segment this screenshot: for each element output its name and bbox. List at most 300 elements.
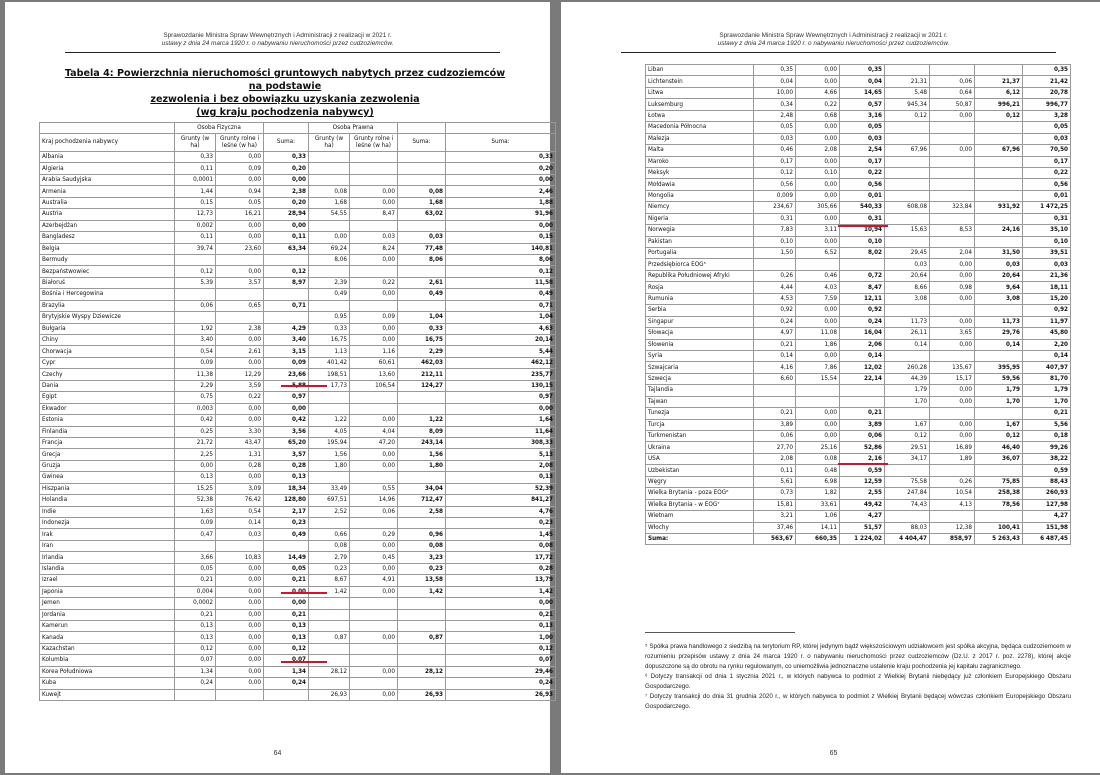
value-cell: 44,39 (885, 373, 930, 384)
value-cell: 0,56 (1023, 179, 1071, 190)
title-line-1: Tabela 4: Powierzchnia nieruchomości gruntowych nabytych przez cudzoziemców na podstawie (64, 68, 506, 92)
value-cell: 0,07 (175, 655, 216, 666)
table-row (40, 506, 556, 517)
value-cell: 12,38 (930, 522, 975, 533)
value-cell: 4,97 (754, 328, 796, 339)
country-cell: Łotwa (646, 110, 754, 121)
value-cell: 0,59 (1023, 465, 1071, 476)
table-row (40, 620, 556, 631)
value-cell: 23,66 (264, 369, 309, 380)
value-cell (350, 220, 398, 231)
footnote-7: ⁷ Dotyczy transakcji do dnia 31 grudnia 2020 r., w których nabywca to podmiot z Wielkiej Brytanii będącej wówczas członkiem Europejskiego Obszaru Gospodarczego. (645, 693, 1071, 710)
country-cell: Islandia (40, 563, 175, 574)
sum-value: 6 487,45 (1023, 533, 1071, 544)
country-cell: Bułgaria (40, 323, 175, 334)
value-cell: 0,00 (350, 323, 398, 334)
value-cell (175, 312, 216, 323)
value-cell: 1,70 (885, 396, 930, 407)
value-cell: 0,12 (754, 167, 796, 178)
value-cell: 0,00 (216, 609, 264, 620)
value-cell: 0,13 (175, 620, 216, 631)
value-cell: 0,12 (264, 643, 309, 654)
value-cell: 0,48 (796, 465, 840, 476)
value-cell (350, 620, 398, 631)
sum-value: 858,97 (930, 533, 975, 544)
country-cell: Finlandia (40, 426, 175, 437)
country-cell: Bezpaństwowiec (40, 266, 175, 277)
country-cell: Maroko (646, 156, 754, 167)
value-cell: 0,21 (264, 609, 309, 620)
value-cell: 0,42 (264, 415, 309, 426)
country-cell: Turcja (646, 419, 754, 430)
table-row (646, 179, 1071, 190)
value-cell (398, 152, 446, 163)
footnotes (645, 642, 1071, 712)
header-rule (621, 52, 1056, 53)
value-cell: 16,89 (930, 442, 975, 453)
value-cell (309, 472, 350, 483)
value-cell (216, 254, 264, 265)
value-cell: 0,00 (350, 666, 398, 677)
country-cell: Cypr (40, 357, 175, 368)
value-cell: 0,00 (796, 305, 840, 316)
value-cell: 0,00 (930, 270, 975, 281)
value-cell (350, 598, 398, 609)
value-cell: 45,80 (1023, 328, 1071, 339)
value-cell: 0,22 (840, 167, 885, 178)
value-cell: 16,04 (840, 328, 885, 339)
value-cell: 0,20 (446, 163, 556, 174)
value-cell: 0,11 (264, 232, 309, 243)
country-cell: Liban (646, 65, 754, 76)
value-cell: 0,03 (975, 259, 1023, 270)
value-cell: 25,16 (796, 442, 840, 453)
value-cell (930, 122, 975, 133)
value-cell: 2,58 (398, 506, 446, 517)
table-row (40, 174, 556, 185)
value-cell: 1 472,25 (1023, 202, 1071, 213)
country-cell: Rosja (646, 282, 754, 293)
value-cell: 4,04 (350, 426, 398, 437)
value-cell: 0,00 (216, 598, 264, 609)
value-cell: 0,33 (309, 323, 350, 334)
value-cell (350, 300, 398, 311)
value-cell: 100,41 (975, 522, 1023, 533)
value-cell: 0,00 (350, 186, 398, 197)
country-cell: Singapur (646, 316, 754, 327)
table-row (646, 190, 1071, 201)
value-cell (885, 350, 930, 361)
country-cell: Hiszpania (40, 483, 175, 494)
value-cell: 5,56 (1023, 419, 1071, 430)
value-cell: 3,66 (175, 552, 216, 563)
value-cell: 20,64 (885, 270, 930, 281)
value-cell: 0,92 (1023, 305, 1071, 316)
sum-label: Suma: (646, 533, 754, 544)
sum-value: 4 404,47 (885, 533, 930, 544)
value-cell: 0,10 (840, 236, 885, 247)
value-cell: 59,56 (975, 373, 1023, 384)
value-cell: 0,64 (930, 87, 975, 98)
value-cell: 0,31 (1023, 213, 1071, 224)
value-cell: 0,05 (840, 122, 885, 133)
value-cell (398, 655, 446, 666)
value-cell: 12,02 (840, 362, 885, 373)
header-line-2: ustawy z dnia 24 marca 1920 r. o nabywaniu nieruchomości przez cudzoziemców. (717, 40, 950, 47)
value-cell: 0,03 (1023, 259, 1071, 270)
value-cell (350, 403, 398, 414)
table-row (40, 575, 556, 586)
value-cell: 0,00 (930, 316, 975, 327)
country-cell: Litwa (646, 87, 754, 98)
table-row (40, 540, 556, 551)
table-row (646, 270, 1071, 281)
country-cell: Gwinea (40, 472, 175, 483)
table-row (40, 220, 556, 231)
value-cell: 0,95 (309, 312, 350, 323)
value-cell (264, 540, 309, 551)
country-cell: Węgry (646, 476, 754, 487)
value-cell: 0,12 (175, 266, 216, 277)
value-cell: 1,22 (398, 415, 446, 426)
country-cell: Kuba (40, 678, 175, 689)
value-cell: 21,37 (975, 76, 1023, 87)
value-cell: 15,54 (796, 373, 840, 384)
value-cell: 0,68 (796, 110, 840, 121)
value-cell: 39,51 (1023, 248, 1071, 259)
table-row (646, 396, 1071, 407)
value-cell: 0,08 (309, 540, 350, 551)
value-cell: 65,20 (264, 437, 309, 448)
value-cell: 0,13 (264, 620, 309, 631)
value-cell (350, 266, 398, 277)
value-cell: 401,42 (309, 357, 350, 368)
value-cell: 1,79 (885, 385, 930, 396)
table-row (40, 449, 556, 460)
value-cell: 0,00 (350, 632, 398, 643)
value-cell: 1,67 (975, 419, 1023, 430)
value-cell: 996,21 (975, 99, 1023, 110)
value-cell: 1,89 (930, 453, 975, 464)
country-cell: USA (646, 453, 754, 464)
value-cell: 60,61 (350, 357, 398, 368)
table-row (40, 289, 556, 300)
country-cell: Bośnia i Hercegowina (40, 289, 175, 300)
value-cell: 1,92 (175, 323, 216, 334)
country-cell: Macedonia Północna (646, 122, 754, 133)
header-sum: Suma: (264, 134, 309, 152)
value-cell: 0,66 (309, 529, 350, 540)
value-cell: 8,06 (446, 254, 556, 265)
table-row (40, 369, 556, 380)
value-cell (350, 518, 398, 529)
value-cell: 0,08 (398, 540, 446, 551)
table-row (646, 465, 1071, 476)
value-cell (350, 609, 398, 620)
header-rule (65, 52, 500, 53)
value-cell: 0,11 (175, 232, 216, 243)
value-cell: 38,22 (1023, 453, 1071, 464)
value-cell (840, 385, 885, 396)
table-row (40, 552, 556, 563)
value-cell: 2,06 (840, 339, 885, 350)
country-cell: Kazachstan (40, 643, 175, 654)
value-cell: 28,12 (309, 666, 350, 677)
header-line-1: Sprawozdanie Ministra Spraw Wewnętrznych i Administracji z realizacji w 2021 r. (163, 32, 392, 39)
value-cell: 0,28 (216, 460, 264, 471)
value-cell: 15,17 (930, 373, 975, 384)
country-cell: Tajlandia (646, 385, 754, 396)
value-cell: 0,33 (264, 152, 309, 163)
table-row (40, 209, 556, 220)
value-cell: 28,12 (398, 666, 446, 677)
value-cell: 1,50 (754, 248, 796, 259)
value-cell: 1,31 (216, 449, 264, 460)
value-cell: 29,51 (885, 442, 930, 453)
table-row (646, 213, 1071, 224)
highlight-underline-francja (281, 592, 327, 594)
value-cell: 8,47 (350, 209, 398, 220)
value-cell (930, 350, 975, 361)
table-row (646, 385, 1071, 396)
value-cell: 3,57 (216, 277, 264, 288)
value-cell: 407,97 (1023, 362, 1071, 373)
value-cell: 0,14 (840, 350, 885, 361)
value-cell: 0,56 (840, 179, 885, 190)
value-cell: 12,59 (840, 476, 885, 487)
value-cell: 0,33 (175, 152, 216, 163)
table-row (40, 678, 556, 689)
value-cell: 1,45 (446, 529, 556, 540)
value-cell: 0,42 (175, 415, 216, 426)
value-cell: 0,94 (216, 186, 264, 197)
value-cell (885, 213, 930, 224)
country-cell: Holandia (40, 495, 175, 506)
header-total: Suma: (446, 134, 556, 152)
value-cell (930, 305, 975, 316)
value-cell: 0,12 (975, 110, 1023, 121)
value-cell: 4,05 (309, 426, 350, 437)
value-cell: 0,96 (398, 529, 446, 540)
country-cell: Luksemburg (646, 99, 754, 110)
table-row (646, 65, 1071, 76)
value-cell: 2,55 (840, 488, 885, 499)
value-cell: 91,96 (446, 209, 556, 220)
value-cell (930, 65, 975, 76)
value-cell: 0,09 (264, 357, 309, 368)
country-cell: Ekwador (40, 403, 175, 414)
value-cell: 2,38 (216, 323, 264, 334)
country-cell: Brazylia (40, 300, 175, 311)
value-cell: 0,00 (796, 213, 840, 224)
country-cell: Kanada (40, 632, 175, 643)
value-cell: 1,16 (350, 346, 398, 357)
value-cell: 0,23 (264, 518, 309, 529)
value-cell: 0,09 (175, 357, 216, 368)
value-cell: 1,56 (309, 449, 350, 460)
value-cell: 34,17 (885, 453, 930, 464)
value-cell: 0,17 (1023, 156, 1071, 167)
value-cell (398, 403, 446, 414)
value-cell: 0,56 (754, 179, 796, 190)
value-cell: 1,88 (446, 197, 556, 208)
value-cell: 21,36 (1023, 270, 1071, 281)
value-cell: 14,11 (796, 522, 840, 533)
value-cell: 0,92 (754, 305, 796, 316)
value-cell: 1,79 (975, 385, 1023, 396)
table-row (40, 300, 556, 311)
table-row (646, 373, 1071, 384)
table-row (646, 122, 1071, 133)
value-cell: 0,00 (930, 110, 975, 121)
value-cell: 4,27 (1023, 511, 1071, 522)
value-cell: 931,92 (975, 202, 1023, 213)
value-cell: 0,00 (216, 403, 264, 414)
value-cell: 235,77 (446, 369, 556, 380)
value-cell (216, 289, 264, 300)
value-cell: 52,86 (840, 442, 885, 453)
table-row (40, 598, 556, 609)
table-row (646, 110, 1071, 121)
value-cell (975, 305, 1023, 316)
value-cell: 0,00 (216, 220, 264, 231)
value-cell: 198,51 (309, 369, 350, 380)
country-cell: Malta (646, 145, 754, 156)
value-cell: 0,00 (930, 396, 975, 407)
value-cell: 2,20 (1023, 339, 1071, 350)
value-cell: 1,04 (398, 312, 446, 323)
value-cell: 74,43 (885, 499, 930, 510)
value-cell: 26,93 (398, 689, 446, 700)
value-cell: 31,50 (975, 248, 1023, 259)
value-cell: 0,0001 (175, 174, 216, 185)
value-cell (930, 465, 975, 476)
value-cell: 0,11 (754, 465, 796, 476)
value-cell: 5,61 (754, 476, 796, 487)
value-cell: 0,00 (930, 431, 975, 442)
value-cell: 0,00 (350, 540, 398, 551)
value-cell: 81,70 (1023, 373, 1071, 384)
country-cell: Słowacja (646, 328, 754, 339)
value-cell (350, 152, 398, 163)
value-cell: 0,97 (264, 392, 309, 403)
title-line-3: (wg kraju pochodzenia nabywcy) (196, 107, 374, 118)
value-cell: 0,00 (796, 236, 840, 247)
value-cell: 0,00 (446, 403, 556, 414)
value-cell: 0,17 (754, 156, 796, 167)
value-cell: 0,24 (754, 316, 796, 327)
country-cell: Czechy (40, 369, 175, 380)
value-cell (885, 190, 930, 201)
value-cell: 3,65 (930, 328, 975, 339)
value-cell (975, 408, 1023, 419)
value-cell: 0,22 (350, 277, 398, 288)
country-cell: Kamerun (40, 620, 175, 631)
value-cell: 0,15 (175, 197, 216, 208)
value-cell: 8,66 (885, 282, 930, 293)
value-cell: 1,13 (309, 346, 350, 357)
value-cell: 195,94 (309, 437, 350, 448)
value-cell: 0,03 (350, 232, 398, 243)
table-row (40, 495, 556, 506)
value-cell: 0,54 (216, 506, 264, 517)
value-cell: 0,00 (796, 190, 840, 201)
value-cell: 0,06 (840, 431, 885, 442)
value-cell: 0,08 (446, 540, 556, 551)
table-row (646, 511, 1071, 522)
value-cell: 43,47 (216, 437, 264, 448)
value-cell: 0,28 (264, 460, 309, 471)
value-cell: 0,10 (1023, 236, 1071, 247)
country-cell: Białoruś (40, 277, 175, 288)
country-cell: Azerbejdżan (40, 220, 175, 231)
table-row (40, 415, 556, 426)
value-cell: 0,00 (350, 415, 398, 426)
value-cell: 2,39 (309, 277, 350, 288)
value-cell: 1,00 (446, 632, 556, 643)
value-cell: 1,64 (446, 415, 556, 426)
value-cell (309, 220, 350, 231)
value-cell: 130,15 (446, 380, 556, 391)
country-cell: Wielka Brytania - poza EOG⁶ (646, 488, 754, 499)
value-cell: 10,83 (216, 552, 264, 563)
table-row (646, 419, 1071, 430)
value-cell: 1,70 (975, 396, 1023, 407)
value-cell (885, 236, 930, 247)
table-title (60, 67, 510, 119)
value-cell (930, 213, 975, 224)
header-farm-forest: Grunty rolne i leśne (w ha) (216, 134, 264, 152)
value-cell (350, 163, 398, 174)
value-cell: 2,61 (398, 277, 446, 288)
value-cell (309, 174, 350, 185)
value-cell (175, 689, 216, 700)
value-cell: 20,64 (975, 270, 1023, 281)
footnote-6: ⁶ Dotyczy transakcji od dnia 1 stycznia 2021 r., w których nabywca to podmiot z Wielkiej Brytanii niebędący już członkiem Europejskiego Obszaru Gospodarczego. (645, 673, 1071, 690)
value-cell: 10,00 (754, 87, 796, 98)
table-row (646, 156, 1071, 167)
value-cell: 0,49 (398, 289, 446, 300)
value-cell: 13,79 (446, 575, 556, 586)
value-cell (175, 540, 216, 551)
value-cell: 0,00 (930, 293, 975, 304)
value-cell (885, 156, 930, 167)
value-cell: 2,29 (398, 346, 446, 357)
value-cell (264, 312, 309, 323)
value-cell: 0,00 (264, 598, 309, 609)
value-cell: 0,21 (175, 575, 216, 586)
table-row (40, 437, 556, 448)
value-cell: 0,45 (350, 552, 398, 563)
value-cell: 0,25 (175, 426, 216, 437)
value-cell: 29,46 (446, 666, 556, 677)
value-cell: 5,13 (446, 449, 556, 460)
value-cell: 1,04 (446, 312, 556, 323)
value-cell: 0,33 (398, 323, 446, 334)
page-header (5, 32, 550, 48)
value-cell (398, 163, 446, 174)
value-cell: 29,45 (885, 248, 930, 259)
value-cell: 127,98 (1023, 499, 1071, 510)
value-cell (885, 465, 930, 476)
value-cell: 0,03 (754, 133, 796, 144)
value-cell: 8,02 (840, 248, 885, 259)
table-row (646, 488, 1071, 499)
value-cell: 0,12 (446, 643, 556, 654)
value-cell: 712,47 (398, 495, 446, 506)
value-cell: 8,06 (309, 254, 350, 265)
value-cell (350, 678, 398, 689)
